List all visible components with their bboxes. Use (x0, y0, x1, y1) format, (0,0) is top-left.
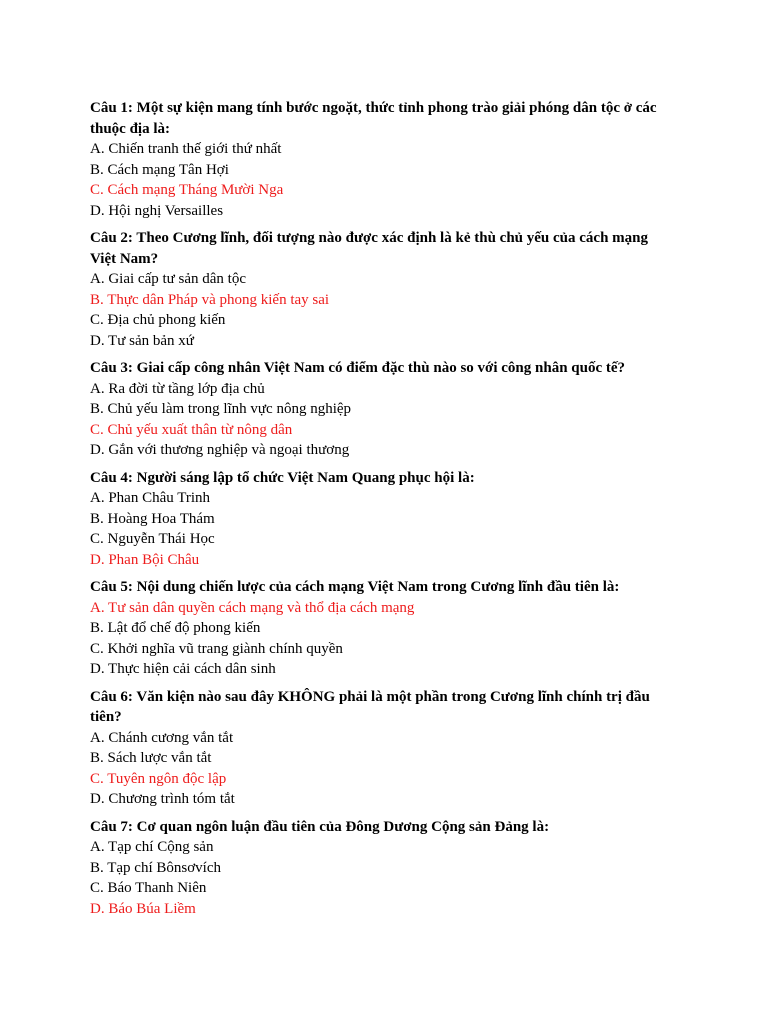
answer-option: D. Tư sản bản xứ (90, 332, 194, 349)
answer-options (90, 269, 668, 351)
answer-option: C. Địa chủ phong kiến (90, 312, 226, 328)
answer-option: B. Lật đổ chế độ phong kiến (90, 620, 261, 636)
answer-option: D. Chương trình tóm tắt (90, 791, 235, 807)
question-title: Câu 2: Theo Cương lĩnh, đối tượng nào được xác định là kẻ thù chủ yếu của cách mạng Việt Nam? (90, 230, 648, 267)
answer-option: D. Hội nghị Versailles (90, 202, 224, 219)
answer-option: C. Khởi nghĩa vũ trang giành chính quyền (90, 640, 343, 657)
question-block (90, 577, 668, 680)
answer-options (90, 728, 668, 810)
answer-options (90, 379, 668, 461)
question-title: Câu 4: Người sáng lập tổ chức Việt Nam Quang phục hội là: (90, 469, 475, 486)
answer-option: C. Báo Thanh Niên (90, 880, 207, 896)
answer-options (90, 837, 668, 919)
answer-options (90, 139, 668, 221)
answer-option-correct: C. Cách mạng Tháng Mười Nga (90, 182, 284, 198)
answer-option-correct: D. Phan Bội Châu (90, 551, 200, 568)
answer-options (90, 598, 668, 680)
question-block (90, 468, 668, 571)
question-block (90, 358, 668, 461)
answer-option: B. Cách mạng Tân Hợi (90, 161, 229, 178)
question-title: Câu 5: Nội dung chiến lược của cách mạng Việt Nam trong Cương lĩnh đầu tiên là: (90, 579, 620, 595)
answer-options (90, 488, 668, 570)
quiz-list (90, 98, 668, 919)
answer-option: B. Sách lược vắn tắt (90, 750, 212, 766)
answer-option-correct: D. Báo Búa Liềm (90, 900, 196, 917)
answer-option: A. Tạp chí Cộng sản (90, 839, 214, 855)
question-title: Câu 1: Một sự kiện mang tính bước ngoặt, thức tỉnh phong trào giải phóng dân tộc ở các thuộc địa là: (90, 100, 657, 137)
answer-option: A. Chiến tranh thế giới thứ nhất (90, 141, 282, 157)
question-block (90, 228, 668, 351)
answer-option: A. Ra đời từ tầng lớp địa chủ (90, 380, 265, 397)
answer-option: A. Giai cấp tư sản dân tộc (90, 271, 246, 287)
answer-option: D. Thực hiện cải cách dân sinh (90, 661, 276, 677)
answer-option: C. Nguyễn Thái Học (90, 531, 215, 547)
answer-option: B. Chủ yếu làm trong lĩnh vực nông nghiệp (90, 401, 352, 417)
question-title: Câu 6: Văn kiện nào sau đây KHÔNG phải là một phần trong Cương lĩnh chính trị đầu tiên? (90, 688, 650, 725)
question-title: Câu 3: Giai cấp công nhân Việt Nam có điểm đặc thù nào so với công nhân quốc tế? (90, 360, 626, 376)
answer-option-correct: A. Tư sản dân quyền cách mạng và thổ địa cách mạng (90, 599, 415, 616)
answer-option: A. Phan Châu Trinh (90, 490, 211, 506)
question-block (90, 817, 668, 920)
answer-option: B. Hoàng Hoa Thám (90, 510, 215, 527)
answer-option: B. Tạp chí Bônsơvích (90, 859, 221, 876)
answer-option-correct: C. Tuyên ngôn độc lập (90, 770, 227, 787)
answer-option: D. Gắn với thương nghiệp và ngoại thương (90, 442, 350, 458)
answer-option: A. Chánh cương vắn tắt (90, 729, 234, 746)
answer-option-correct: B. Thực dân Pháp và phong kiến tay sai (90, 291, 330, 308)
answer-option-correct: C. Chủ yếu xuất thân từ nông dân (90, 421, 293, 438)
question-block (90, 98, 668, 221)
question-title: Câu 7: Cơ quan ngôn luận đầu tiên của Đông Dương Cộng sản Đảng là: (90, 818, 550, 835)
question-block (90, 687, 668, 810)
